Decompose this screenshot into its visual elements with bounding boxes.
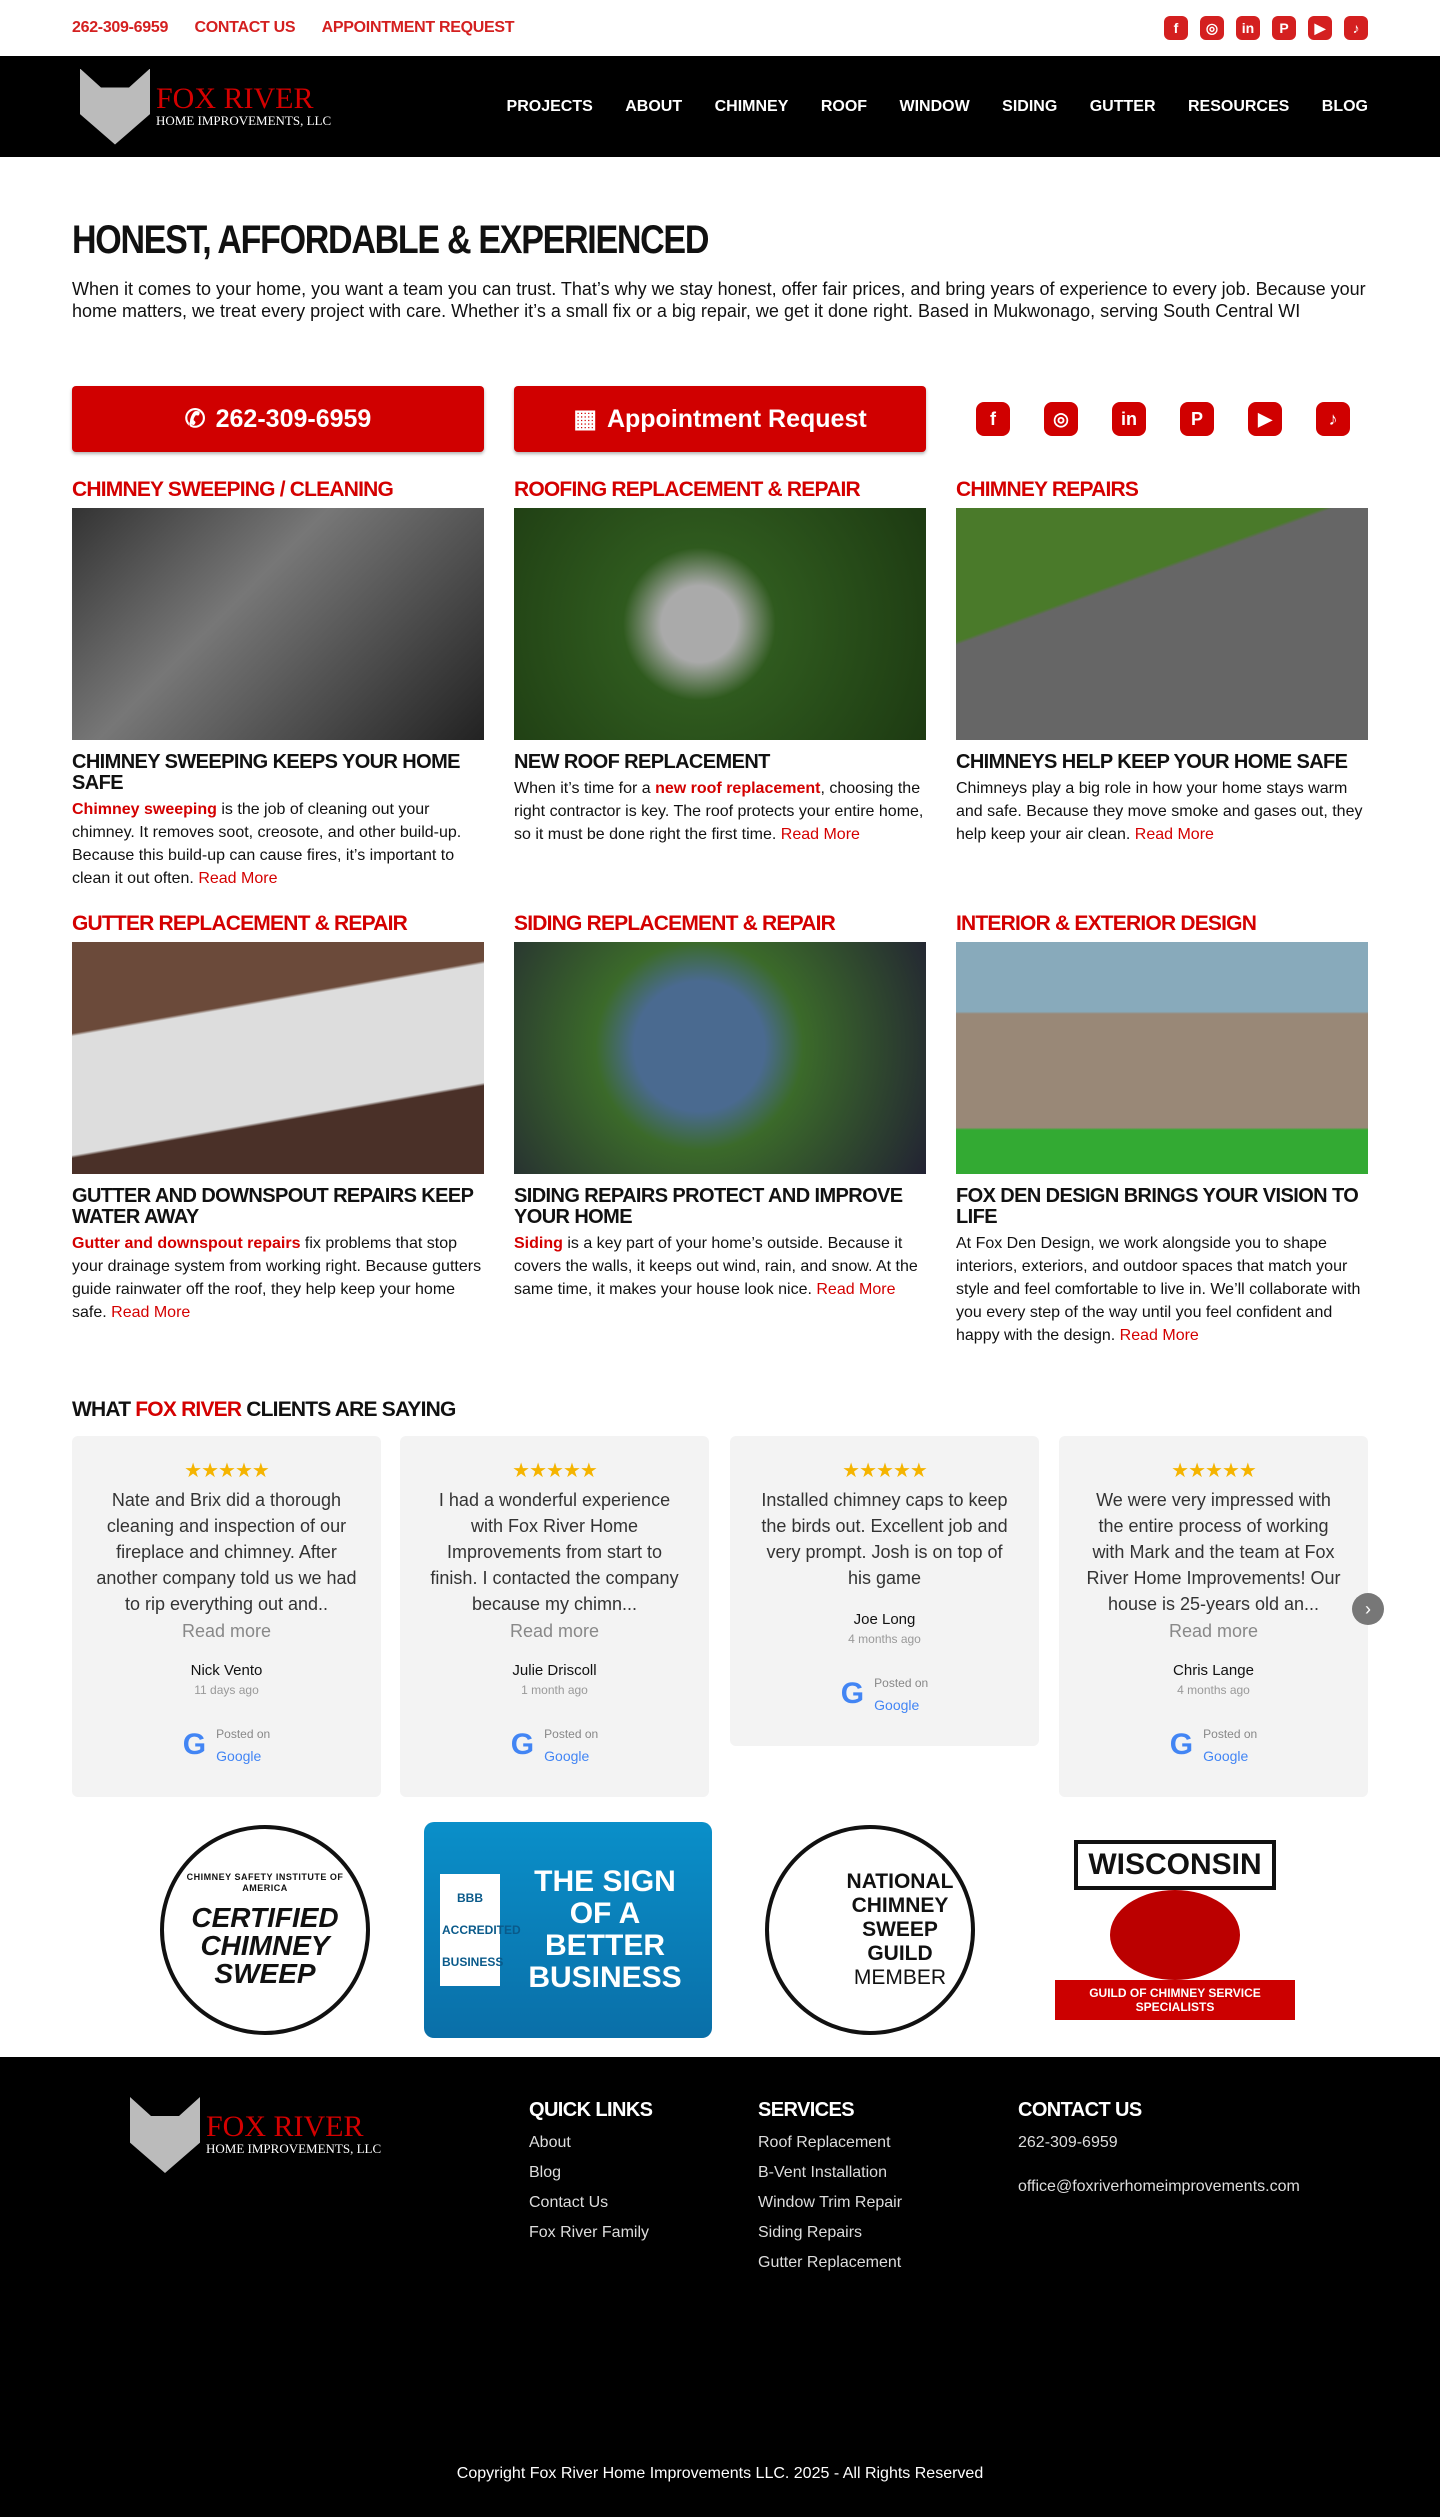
reviewer-name: Joe Long bbox=[853, 1611, 916, 1628]
service-link[interactable]: new roof replacement bbox=[655, 780, 821, 797]
service-card bbox=[956, 912, 1368, 1347]
instagram-icon[interactable]: ◎ bbox=[1200, 16, 1224, 40]
appointment-button-label: Appointment Request bbox=[606, 404, 867, 433]
youtube-icon[interactable]: ▶ bbox=[1308, 16, 1332, 40]
footer-link-contact[interactable]: Contact Us bbox=[529, 2194, 609, 2211]
linkedin-icon[interactable]: in bbox=[1236, 16, 1260, 40]
read-more-link[interactable]: Read More bbox=[1119, 1327, 1199, 1344]
service-heading: GUTTER AND DOWNSPOUT REPAIRS KEEP WATER AWAY bbox=[72, 1185, 473, 1228]
review-date: 1 month ago bbox=[521, 1683, 588, 1697]
service-heading: CHIMNEYS HELP KEEP YOUR HOME SAFE bbox=[956, 751, 1348, 773]
service-link[interactable]: Siding bbox=[514, 1235, 563, 1252]
pinterest-icon[interactable]: P bbox=[1272, 16, 1296, 40]
service-text: Gutter and downspout repairs fix problems that stop your drainage system from working right. Because gutters guide rainwater off the roof, they help keep your home safe. Read More bbox=[72, 1235, 482, 1321]
top-bar bbox=[0, 0, 1440, 56]
footer-phone[interactable]: 262-309-6959 bbox=[1018, 2134, 1118, 2151]
service-card bbox=[514, 912, 926, 1301]
read-more-link[interactable]: Read more bbox=[509, 1621, 600, 1641]
footer-service-link[interactable]: Roof Replacement bbox=[758, 2134, 891, 2151]
youtube-icon[interactable]: ▶ bbox=[1248, 402, 1282, 436]
footer-logo[interactable]: FOX RIVER HOME IMPROVEMENTS, LLC bbox=[130, 2097, 381, 2173]
service-image[interactable] bbox=[72, 942, 484, 1174]
carousel-next-button[interactable]: › bbox=[1352, 1593, 1384, 1625]
top-appointment-link[interactable]: APPOINTMENT REQUEST bbox=[321, 19, 515, 36]
read-more-link[interactable]: Read More bbox=[780, 826, 860, 843]
posted-on-label: Posted on bbox=[874, 1676, 929, 1690]
posted-on-label: Posted on bbox=[216, 1727, 271, 1741]
reviewer-name: Chris Lange bbox=[1173, 1662, 1254, 1679]
nav-resources[interactable]: RESOURCES bbox=[1187, 97, 1290, 115]
posted-on-label: Posted on bbox=[544, 1727, 599, 1741]
google-icon: G bbox=[510, 1728, 535, 1761]
posted-on-label: Posted on bbox=[1203, 1727, 1258, 1741]
call-button-label: 262-309-6959 bbox=[215, 404, 372, 433]
footer-email[interactable]: office@foxriverhomeimprovements.com bbox=[1018, 2178, 1300, 2195]
service-title[interactable]: SIDING REPLACEMENT & REPAIR bbox=[514, 912, 836, 935]
copyright: Copyright Fox River Home Improvements LLC. 2025 - All Rights Reserved bbox=[456, 2465, 984, 2482]
service-text: Siding is a key part of your home’s outside. Because it covers the walls, it keeps out wind, rain, and snow. At the same time, it makes your house look nice. Read More bbox=[514, 1235, 918, 1298]
top-phone-link[interactable]: 262-309-6959 bbox=[72, 19, 169, 36]
wisconsin-guild-badge: WISCONSIN GUILD OF CHIMNEY SERVICE SPECIALISTS bbox=[1055, 1822, 1295, 2038]
call-button[interactable] bbox=[72, 386, 484, 452]
google-link[interactable]: Google bbox=[874, 1697, 920, 1713]
google-link[interactable]: Google bbox=[1203, 1748, 1249, 1764]
footer-service-link[interactable]: Siding Repairs bbox=[758, 2224, 863, 2241]
facebook-icon[interactable]: f bbox=[976, 402, 1010, 436]
main-nav bbox=[0, 56, 1440, 157]
pinterest-icon[interactable]: P bbox=[1180, 402, 1214, 436]
linkedin-icon[interactable]: in bbox=[1112, 402, 1146, 436]
logo-line2: HOME IMPROVEMENTS, LLC bbox=[156, 112, 332, 128]
service-title[interactable]: ROOFING REPLACEMENT & REPAIR bbox=[514, 478, 860, 501]
nav-chimney[interactable]: CHIMNEY bbox=[714, 97, 789, 115]
google-link[interactable]: Google bbox=[216, 1748, 262, 1764]
nav-siding[interactable]: SIDING bbox=[1002, 97, 1058, 115]
service-text: Chimney sweeping is the job of cleaning out your chimney. It removes soot, creosote, and other build-up. Because this build-up can cause fires, it’s important to clean it out often. Read More bbox=[72, 801, 462, 887]
service-heading: SIDING REPAIRS PROTECT AND IMPROVE YOUR HOME bbox=[514, 1185, 903, 1228]
service-heading: CHIMNEY SWEEPING KEEPS YOUR HOME SAFE bbox=[72, 751, 460, 794]
service-heading: FOX DEN DESIGN BRINGS YOUR VISION TO LIFE bbox=[956, 1185, 1359, 1228]
service-card bbox=[72, 912, 484, 1324]
bbb-badge: BBB ACCREDITED BUSINESS THE SIGN OF A BETTER BUSINESS bbox=[424, 1822, 712, 2038]
logo-line1: FOX RIVER bbox=[156, 81, 314, 115]
service-text: When it’s time for a new roof replacement, choosing the right contractor is key. The roof protects your entire home, so it must be done right the first time. Read More bbox=[514, 780, 924, 843]
star-rating: ★★★★★ bbox=[1171, 1460, 1256, 1482]
page-title: HONEST, AFFORDABLE & EXPERIENCED bbox=[72, 218, 709, 262]
read-more-link[interactable]: Read More bbox=[111, 1304, 191, 1321]
service-text: At Fox Den Design, we work alongside you to shape interiors, exteriors, and outdoor spaces that match your style and feel comfortable to live in. We’ll collaborate with you every step of the way until you feel confident and happy with the design. Read More bbox=[956, 1235, 1361, 1344]
footer-link-family[interactable]: Fox River Family bbox=[529, 2224, 650, 2241]
footer bbox=[0, 2057, 1440, 2517]
fox-logo-icon bbox=[80, 69, 150, 145]
facebook-icon[interactable]: f bbox=[1164, 16, 1188, 40]
review-text: We were very impressed with the entire process of working with Mark and the team at Fox River Home Improvements! Our house is 25-years old an... bbox=[1086, 1490, 1341, 1614]
service-image[interactable] bbox=[956, 508, 1368, 740]
review-text: I had a wonderful experience with Fox River Home Improvements from start to finish. I contacted the company because my chimn... bbox=[430, 1490, 679, 1614]
star-rating: ★★★★★ bbox=[842, 1460, 927, 1482]
service-image[interactable] bbox=[72, 508, 484, 740]
reviewer-name: Julie Driscoll bbox=[512, 1662, 597, 1679]
footer-link-blog[interactable]: Blog bbox=[529, 2164, 562, 2181]
service-link[interactable]: Chimney sweeping bbox=[72, 801, 217, 818]
review-date: 11 days ago bbox=[194, 1683, 259, 1697]
service-text: Chimneys play a big role in how your home stays warm and safe. Because they move smoke and gases out, they help keep your air clean. Read More bbox=[956, 780, 1363, 843]
tiktok-icon[interactable]: ♪ bbox=[1316, 402, 1350, 436]
google-icon: G bbox=[1169, 1728, 1194, 1761]
nav-roof[interactable]: ROOF bbox=[820, 97, 868, 115]
service-title[interactable]: CHIMNEY SWEEPING / CLEANING bbox=[72, 478, 394, 501]
read-more-link[interactable]: Read More bbox=[198, 870, 278, 887]
review-date: 4 months ago bbox=[848, 1632, 921, 1646]
service-link[interactable]: Gutter and downspout repairs bbox=[72, 1235, 301, 1252]
service-title[interactable]: GUTTER REPLACEMENT & REPAIR bbox=[72, 912, 408, 935]
google-link[interactable]: Google bbox=[544, 1748, 590, 1764]
service-image[interactable] bbox=[956, 942, 1368, 1174]
phone-icon: ✆ bbox=[184, 405, 206, 433]
service-image[interactable] bbox=[514, 942, 926, 1174]
service-heading: NEW ROOF REPLACEMENT bbox=[514, 751, 770, 773]
review-text: Nate and Brix did a thorough cleaning and inspection of our fireplace and chimney. After another company told us we had to rip everything out and.. bbox=[96, 1490, 357, 1614]
service-title[interactable]: INTERIOR & EXTERIOR DESIGN bbox=[956, 912, 1257, 935]
nav-about[interactable]: ABOUT bbox=[625, 97, 683, 115]
nav-window[interactable]: WINDOW bbox=[899, 97, 970, 115]
quick-links-title: QUICK LINKS bbox=[529, 2099, 653, 2121]
service-image[interactable] bbox=[514, 508, 926, 740]
nav-gutter[interactable]: GUTTER bbox=[1089, 97, 1156, 115]
service-card bbox=[514, 478, 926, 846]
services-title: SERVICES bbox=[758, 2099, 854, 2121]
footer-service-link[interactable]: Gutter Replacement bbox=[758, 2254, 902, 2271]
instagram-icon[interactable]: ◎ bbox=[1044, 402, 1078, 436]
footer-link-about[interactable]: About bbox=[529, 2134, 571, 2151]
reviewer-name: Nick Vento bbox=[190, 1662, 263, 1679]
star-rating: ★★★★★ bbox=[512, 1460, 597, 1482]
tiktok-icon[interactable]: ♪ bbox=[1344, 16, 1368, 40]
footer-service-link[interactable]: Window Trim Repair bbox=[758, 2194, 903, 2211]
review-card bbox=[400, 1436, 709, 1797]
review-card bbox=[730, 1436, 1039, 1746]
review-card bbox=[72, 1436, 381, 1797]
service-card bbox=[956, 478, 1368, 846]
nav-blog[interactable]: BLOG bbox=[1321, 97, 1368, 115]
google-icon: G bbox=[840, 1677, 865, 1710]
review-card bbox=[1059, 1436, 1368, 1797]
reviews-title: WHAT FOX RIVER CLIENTS ARE SAYING bbox=[72, 1398, 456, 1421]
calendar-icon: ▦ bbox=[573, 405, 597, 433]
ncsg-badge: NATIONAL CHIMNEY SWEEP GUILD MEMBER bbox=[760, 1822, 980, 2038]
service-card bbox=[72, 478, 484, 890]
review-text: Installed chimney caps to keep the birds out. Excellent job and very prompt. Josh is on top of his game bbox=[761, 1490, 1008, 1588]
appointment-button[interactable] bbox=[514, 386, 926, 452]
read-more-link[interactable]: Read more bbox=[1168, 1621, 1259, 1641]
csia-ring-text: CHIMNEY SAFETY INSTITUTE OF AMERICA bbox=[186, 1872, 344, 1893]
read-more-link[interactable]: Read more bbox=[181, 1621, 272, 1641]
read-more-link[interactable]: Read More bbox=[816, 1281, 896, 1298]
csia-main-text: CERTIFIED CHIMNEY SWEEP bbox=[191, 1902, 339, 1989]
csia-badge bbox=[150, 1822, 380, 2038]
review-date: 4 months ago bbox=[1177, 1683, 1250, 1697]
star-rating: ★★★★★ bbox=[184, 1460, 269, 1482]
service-title[interactable]: CHIMNEY REPAIRS bbox=[956, 478, 1139, 501]
fox-logo-icon bbox=[130, 2097, 200, 2173]
google-icon: G bbox=[182, 1728, 207, 1761]
read-more-link[interactable]: Read More bbox=[1134, 826, 1214, 843]
intro-text: When it comes to your home, you want a team you can trust. That’s why we stay honest, offer fair prices, and bring years of experience to every job. Because your home matters, we treat every project with care. Whether it’s a small fix or a big repair, we get it done right. Based in Mukwonago, serving South Central WI bbox=[72, 279, 1366, 321]
contact-title: CONTACT US bbox=[1018, 2099, 1142, 2121]
nav-projects[interactable]: PROJECTS bbox=[506, 97, 593, 115]
logo[interactable] bbox=[80, 69, 331, 145]
footer-service-link[interactable]: B-Vent Installation bbox=[758, 2164, 887, 2181]
top-contact-link[interactable]: CONTACT US bbox=[194, 19, 296, 36]
